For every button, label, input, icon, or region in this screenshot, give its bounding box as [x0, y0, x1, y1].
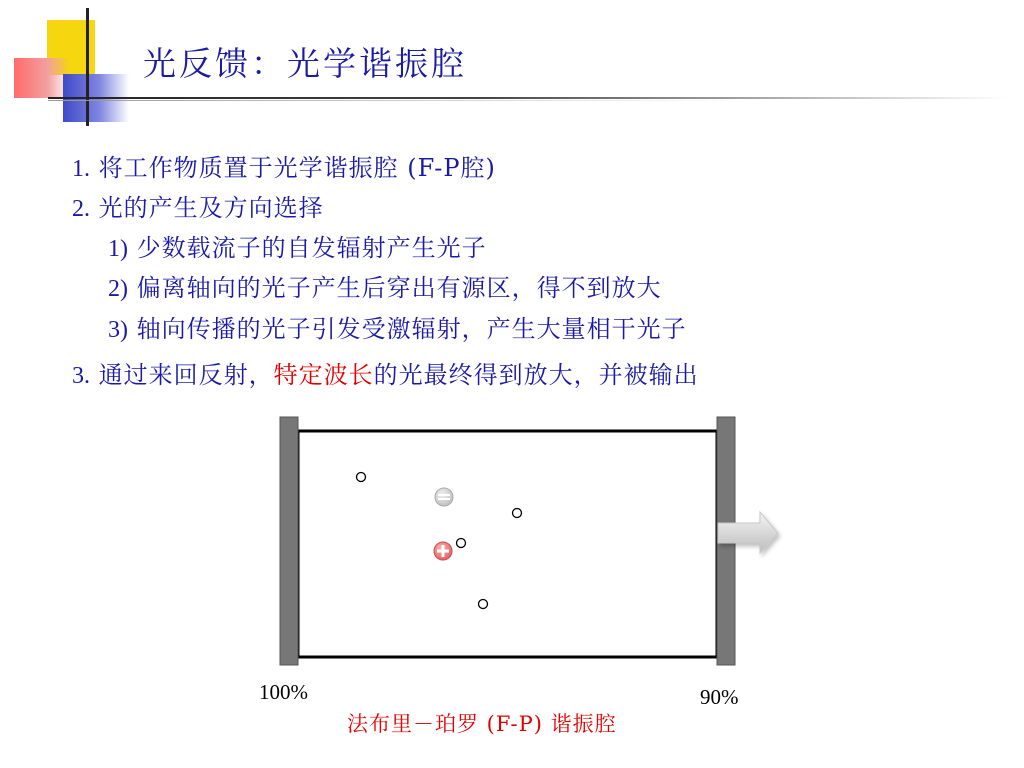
electron-icon: [357, 473, 366, 482]
list-item-2: [72, 188, 324, 223]
list-text: 偏离轴向的光子产生后穿出有源区，得不到放大: [136, 274, 662, 302]
list-text: 将工作物质置于光学谐振腔 (F-P腔): [98, 154, 496, 182]
list-number: 3): [108, 317, 128, 343]
negative-charge-icon: [435, 488, 453, 506]
right-mirror-reflectivity: 90%: [700, 685, 739, 709]
list-number: 2.: [72, 196, 90, 222]
electron-icon: [479, 600, 488, 609]
left-mirror: [280, 417, 298, 665]
list-number: 1.: [72, 156, 90, 182]
list-item-3: [72, 355, 699, 390]
list-text: 的光最终得到放大，并被输出: [373, 361, 699, 389]
slide-title: 光反馈：光学谐振腔: [143, 44, 467, 83]
cavity-box: [298, 431, 717, 657]
deco-red-square: [14, 58, 70, 98]
diagram-caption: 法布里－珀罗 (F-P) 谐振腔: [347, 712, 617, 736]
sub-item-2: [108, 268, 662, 303]
list-number: 1): [108, 236, 128, 262]
electron-icon: [457, 539, 466, 548]
highlight-text: 特定波长: [273, 361, 374, 389]
list-item-1: [72, 148, 496, 183]
list-text: 轴向传播的光子引发受激辐射，产生大量相干光子: [136, 315, 687, 343]
title-underline: [48, 97, 1008, 99]
electron-icon: [513, 509, 522, 518]
sub-item-3: [108, 309, 687, 344]
list-text: 少数载流子的自发辐射产生光子: [136, 234, 487, 262]
list-number: 2): [108, 276, 128, 302]
sub-item-1: [108, 228, 487, 263]
left-mirror-reflectivity: 100%: [259, 680, 308, 704]
list-number: 3.: [72, 363, 90, 389]
hole-plus-icon: [434, 542, 452, 560]
title-underline-shadow: [48, 100, 748, 101]
list-text: 光的产生及方向选择: [98, 194, 324, 222]
list-text: 通过来回反射，: [98, 361, 274, 389]
deco-vertical-line: [86, 8, 89, 126]
